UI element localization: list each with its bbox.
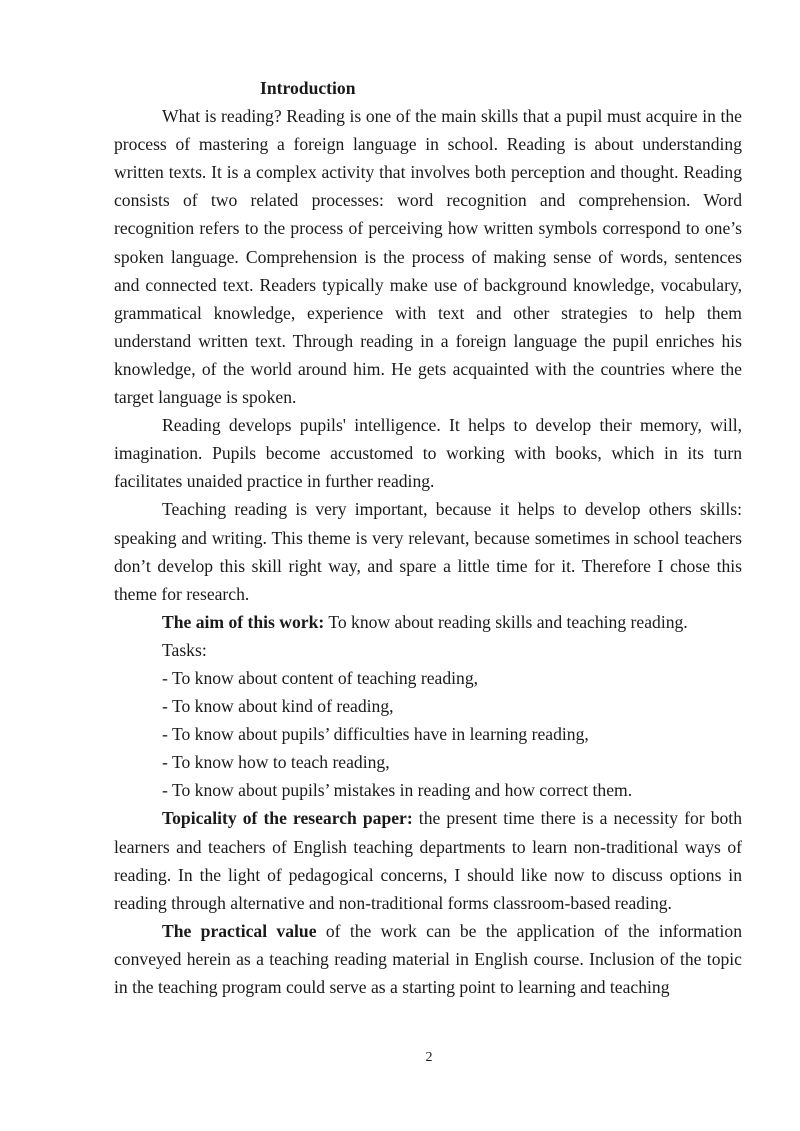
paragraph-reading-develops: Reading develops pupils' intelligence. It helps to develop their memory, will, imagination. Pupils become accustomed to working with books, which in its turn facilitates unaided practice in further reading. (114, 415, 742, 492)
paragraph-practical-value (114, 917, 742, 1001)
paragraph-what-is-reading: What is reading? Reading is one of the main skills that a pupil must acquire in the process of mastering a foreign language in school. Reading is about understanding written texts. It is a complex activity that involves both perception and thought. Reading consists of two related processes: word recognition and comprehension. Word recognition refers to the process of perceiving how written symbols correspond to one’s spoken language. Comprehension is the process of making sense of words, sentences and connected text. Readers typically make use of background knowledge, vocabulary, grammatical knowledge, experience with text and other strategies to help them understand written text. Through reading in a foreign language the pupil enriches his knowledge, of the world around him. He gets acquainted with the countries where the target language is spoken. (114, 106, 742, 408)
paragraph-aim (114, 608, 742, 636)
practical-text: of the work can be the application of the information conveyed herein as a teaching reading material in English course. Inclusion of the topic in the teaching program could serve as a starting point to learning and teaching (114, 920, 742, 997)
section-title: Introduction (260, 78, 356, 98)
task-item: - To know about kind of reading, (162, 696, 394, 717)
topicality-label: Topicality of the research paper: (162, 808, 413, 829)
task-item: - To know how to teach reading, (162, 752, 390, 773)
practical-label: The practical value (162, 920, 317, 941)
aim-text: To know about reading skills and teaching reading. (324, 611, 688, 632)
task-item: - To know about content of teaching reading, (162, 667, 479, 688)
document-page (114, 74, 742, 1001)
aim-label: The aim of this work: (162, 611, 325, 632)
task-item: - To know about pupils’ mistakes in reading and how correct them. (162, 780, 633, 801)
topicality-text: the present time there is a necessity for both learners and teachers of English teaching departments to learn non-traditional ways of reading. In the light of pedagogical concerns, I should like now to discuss options in reading through alternative and non-traditional forms classroom-based reading. (114, 808, 742, 913)
task-item: - To know about pupils’ difficulties have in learning reading, (162, 724, 589, 745)
tasks-heading: Tasks: (162, 639, 207, 660)
paragraph-topicality (114, 804, 742, 916)
page-number: 2 (425, 1050, 433, 1065)
paragraph-teaching-reading: Teaching reading is very important, because it helps to develop others skills: speaking and writing. This theme is very relevant, because sometimes in school teachers don’t develop this skill right way, and spare a little time for it. Therefore I chose this theme for research. (114, 499, 742, 604)
